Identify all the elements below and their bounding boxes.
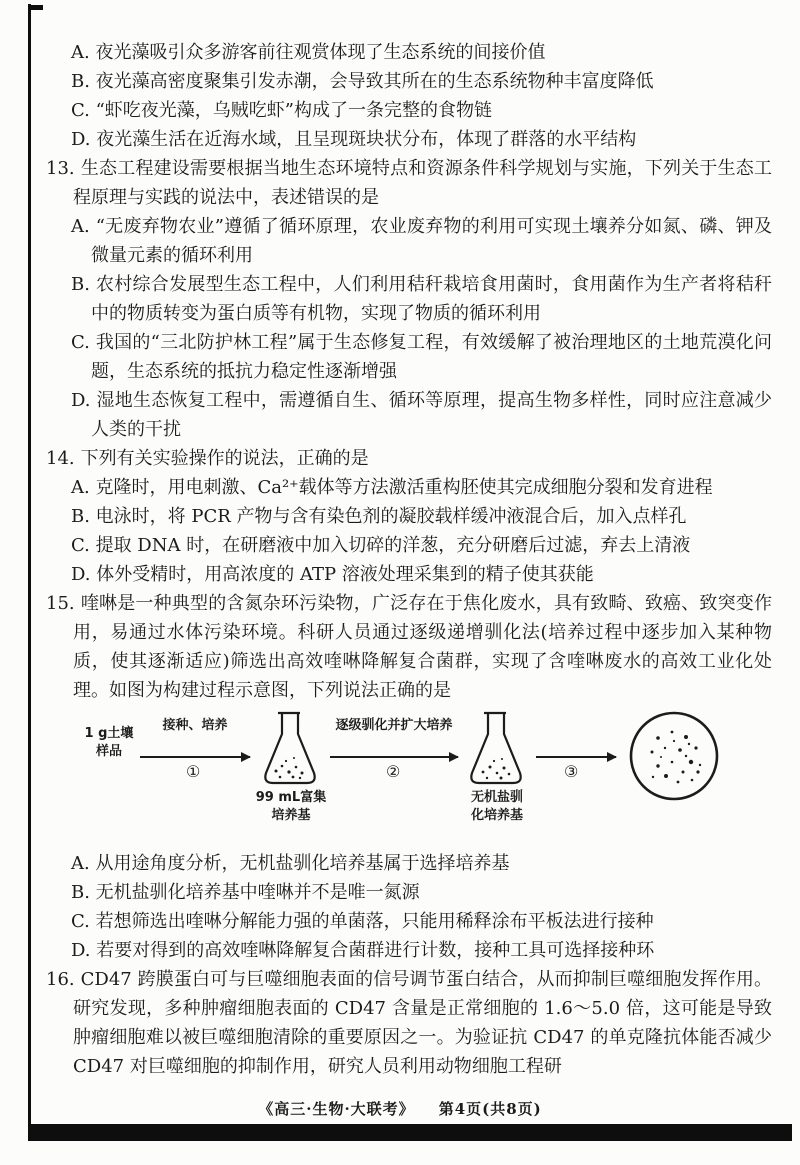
q13-option-c: C. 我国的“三北防护林工程”属于生态修复工程，有效缓解了被治理地区的土地荒漠化问题，生态系统的抵抗力稳定性逐渐增强: [71, 332, 772, 382]
petri-dish-icon: [628, 710, 720, 802]
flask1-medium-line1: 99 mL富集: [255, 790, 327, 805]
soil-sample-line1: 1 g土壤: [84, 726, 134, 741]
flask-1: [260, 711, 320, 796]
flask2-medium-label: [446, 789, 548, 825]
question-13: [46, 154, 772, 444]
question-13-stem: [46, 154, 772, 212]
petri-dish: [628, 710, 720, 811]
q13-option-d: D. 湿地生态恢复工程中，需遵循自生、循环等原理，提高生物多样性，同时应注意减少人类的干扰: [71, 390, 772, 440]
step1-circled-number: ①: [186, 762, 201, 781]
q14-option-d: D. 体外受精时，用高浓度的 ATP 溶液处理采集到的精子使其获能: [71, 564, 594, 585]
erlenmeyer-flask-icon: [260, 711, 320, 787]
question-14-number: 14.: [46, 448, 75, 469]
erlenmeyer-flask-icon: [466, 711, 526, 787]
q12-option-d: D. 夜光藻生活在近海水域，且呈现斑块状分布，体现了群落的水平结构: [71, 129, 637, 150]
scan-corner-mark: [28, 5, 43, 10]
q12-option-b: B. 夜光藻高密度聚集引发赤潮，会导致其所在的生态系统物种丰富度降低: [71, 71, 654, 92]
flask-2: [466, 711, 526, 796]
footer-exam-title: 《高三·生物·大联考》: [258, 1100, 415, 1118]
q15-option-b: B. 无机盐驯化培养基中喹啉并不是唯一氮源: [71, 882, 420, 903]
scan-edge-bottom: [28, 1124, 792, 1141]
exam-content: [46, 38, 772, 1081]
q13-option-b: B. 农村综合发展型生态工程中，人们利用秸秆栽培食用菌时，食用菌作为生产者将秸秆中的物质转变为蛋白质等有机物，实现了物质的循环利用: [71, 274, 772, 324]
question-15-number: 15.: [46, 593, 75, 614]
q15-option-c: C. 若想筛选出喹啉分解能力强的单菌落，只能用稀释涂布平板法进行接种: [71, 911, 654, 932]
q15-option-a: A. 从用途角度分析，无机盐驯化培养基属于选择培养基: [71, 853, 510, 874]
question-16-text: CD47 跨膜蛋白可与巨噬细胞表面的信号调节蛋白结合，从而抑制巨噬细胞发挥作用。研究发现，多种肿瘤细胞表面的 CD47 含量是正常细胞的 1.6～5.0 倍，这可能是导致肿瘤细胞难以被巨噬细胞清除的重要原因之一。为验证抗 CD47 的单克隆抗体能否减少 CD47 对巨噬细胞的抑制作用，研究人员利用动物细胞工程研: [73, 969, 772, 1077]
question-16: [46, 965, 772, 1081]
question-14-text: 下列有关实验操作的说法，正确的是: [80, 448, 369, 469]
flask2-medium-line1: 无机盐驯: [470, 790, 523, 805]
flask1-medium-label: [240, 789, 342, 825]
q12-option-a: A. 夜光藻吸引众多游客前往观赏体现了生态系统的间接价值: [71, 42, 546, 63]
q13-option-a: A. “无废弃物农业”遵循了循环原理，农业废弃物的利用可实现土壤养分如氮、磷、钾及微量元素的循环利用: [71, 216, 772, 266]
page-footer: [0, 1098, 800, 1119]
q14-option-a: A. 克隆时，用电刺激、Ca²⁺载体等方法激活重构胚使其完成细胞分裂和发育进程: [71, 477, 713, 498]
step2-label: 逐级驯化并扩大培养: [335, 718, 453, 733]
question-12-options: [46, 38, 772, 154]
q15-process-figure: [80, 709, 772, 847]
flask2-medium-line2: 化培养基: [470, 808, 523, 823]
step2-circled-number: ②: [386, 762, 401, 781]
question-15-text: 喹啉是一种典型的含氮杂环污染物，广泛存在于焦化废水，具有致畸、致癌、致突变作用，易通过水体污染环境。科研人员通过逐级递增驯化法(培养过程中逐步加入某种物质，使其逐渐适应)筛选出高效喹啉降解复合菌群，实现了含喹啉废水的高效工业化处理。如图为构建过程示意图，下列说法正确的是: [73, 593, 772, 701]
q12-option-c: C. “虾吃夜光藻，乌贼吃虾”构成了一条完整的食物链: [71, 100, 492, 121]
question-16-number: 16.: [46, 969, 75, 990]
arrow-1-icon: [140, 756, 250, 758]
step3-circled-number: ③: [564, 762, 579, 781]
soil-sample-label: [80, 725, 138, 761]
question-15: [46, 589, 772, 965]
question-14: [46, 444, 772, 589]
question-15-stem: [46, 589, 772, 705]
question-14-stem: [46, 444, 772, 473]
question-13-text: 生态工程建设需要根据当地生态环境特点和资源条件科学规划与实施，下列关于生态工程原理与实践的说法中，表述错误的是: [73, 158, 772, 208]
soil-sample-line2: 样品: [95, 744, 122, 759]
question-13-number: 13.: [46, 158, 75, 179]
footer-page-number: 第4页(共8页): [438, 1100, 542, 1118]
question-15-options: [46, 849, 772, 965]
q14-option-b: B. 电泳时，将 PCR 产物与含有染色剂的凝胶载样缓冲液混合后，加入点样孔: [71, 506, 687, 527]
question-14-options: [46, 473, 772, 589]
arrow-3-icon: [536, 756, 616, 758]
question-16-stem: [46, 965, 772, 1081]
q15-option-d: D. 若要对得到的高效喹啉降解复合菌群进行计数，接种工具可选择接种环: [71, 940, 655, 961]
question-13-options: [46, 212, 772, 444]
flask1-medium-line2: 培养基: [271, 808, 311, 823]
scan-edge-left: [28, 4, 31, 1141]
q14-option-c: C. 提取 DNA 时，在研磨液中加入切碎的洋葱，充分研磨后过滤，弃去上清液: [71, 535, 691, 556]
step1-label: 接种、培养: [162, 718, 228, 733]
arrow-2-icon: [330, 756, 458, 758]
